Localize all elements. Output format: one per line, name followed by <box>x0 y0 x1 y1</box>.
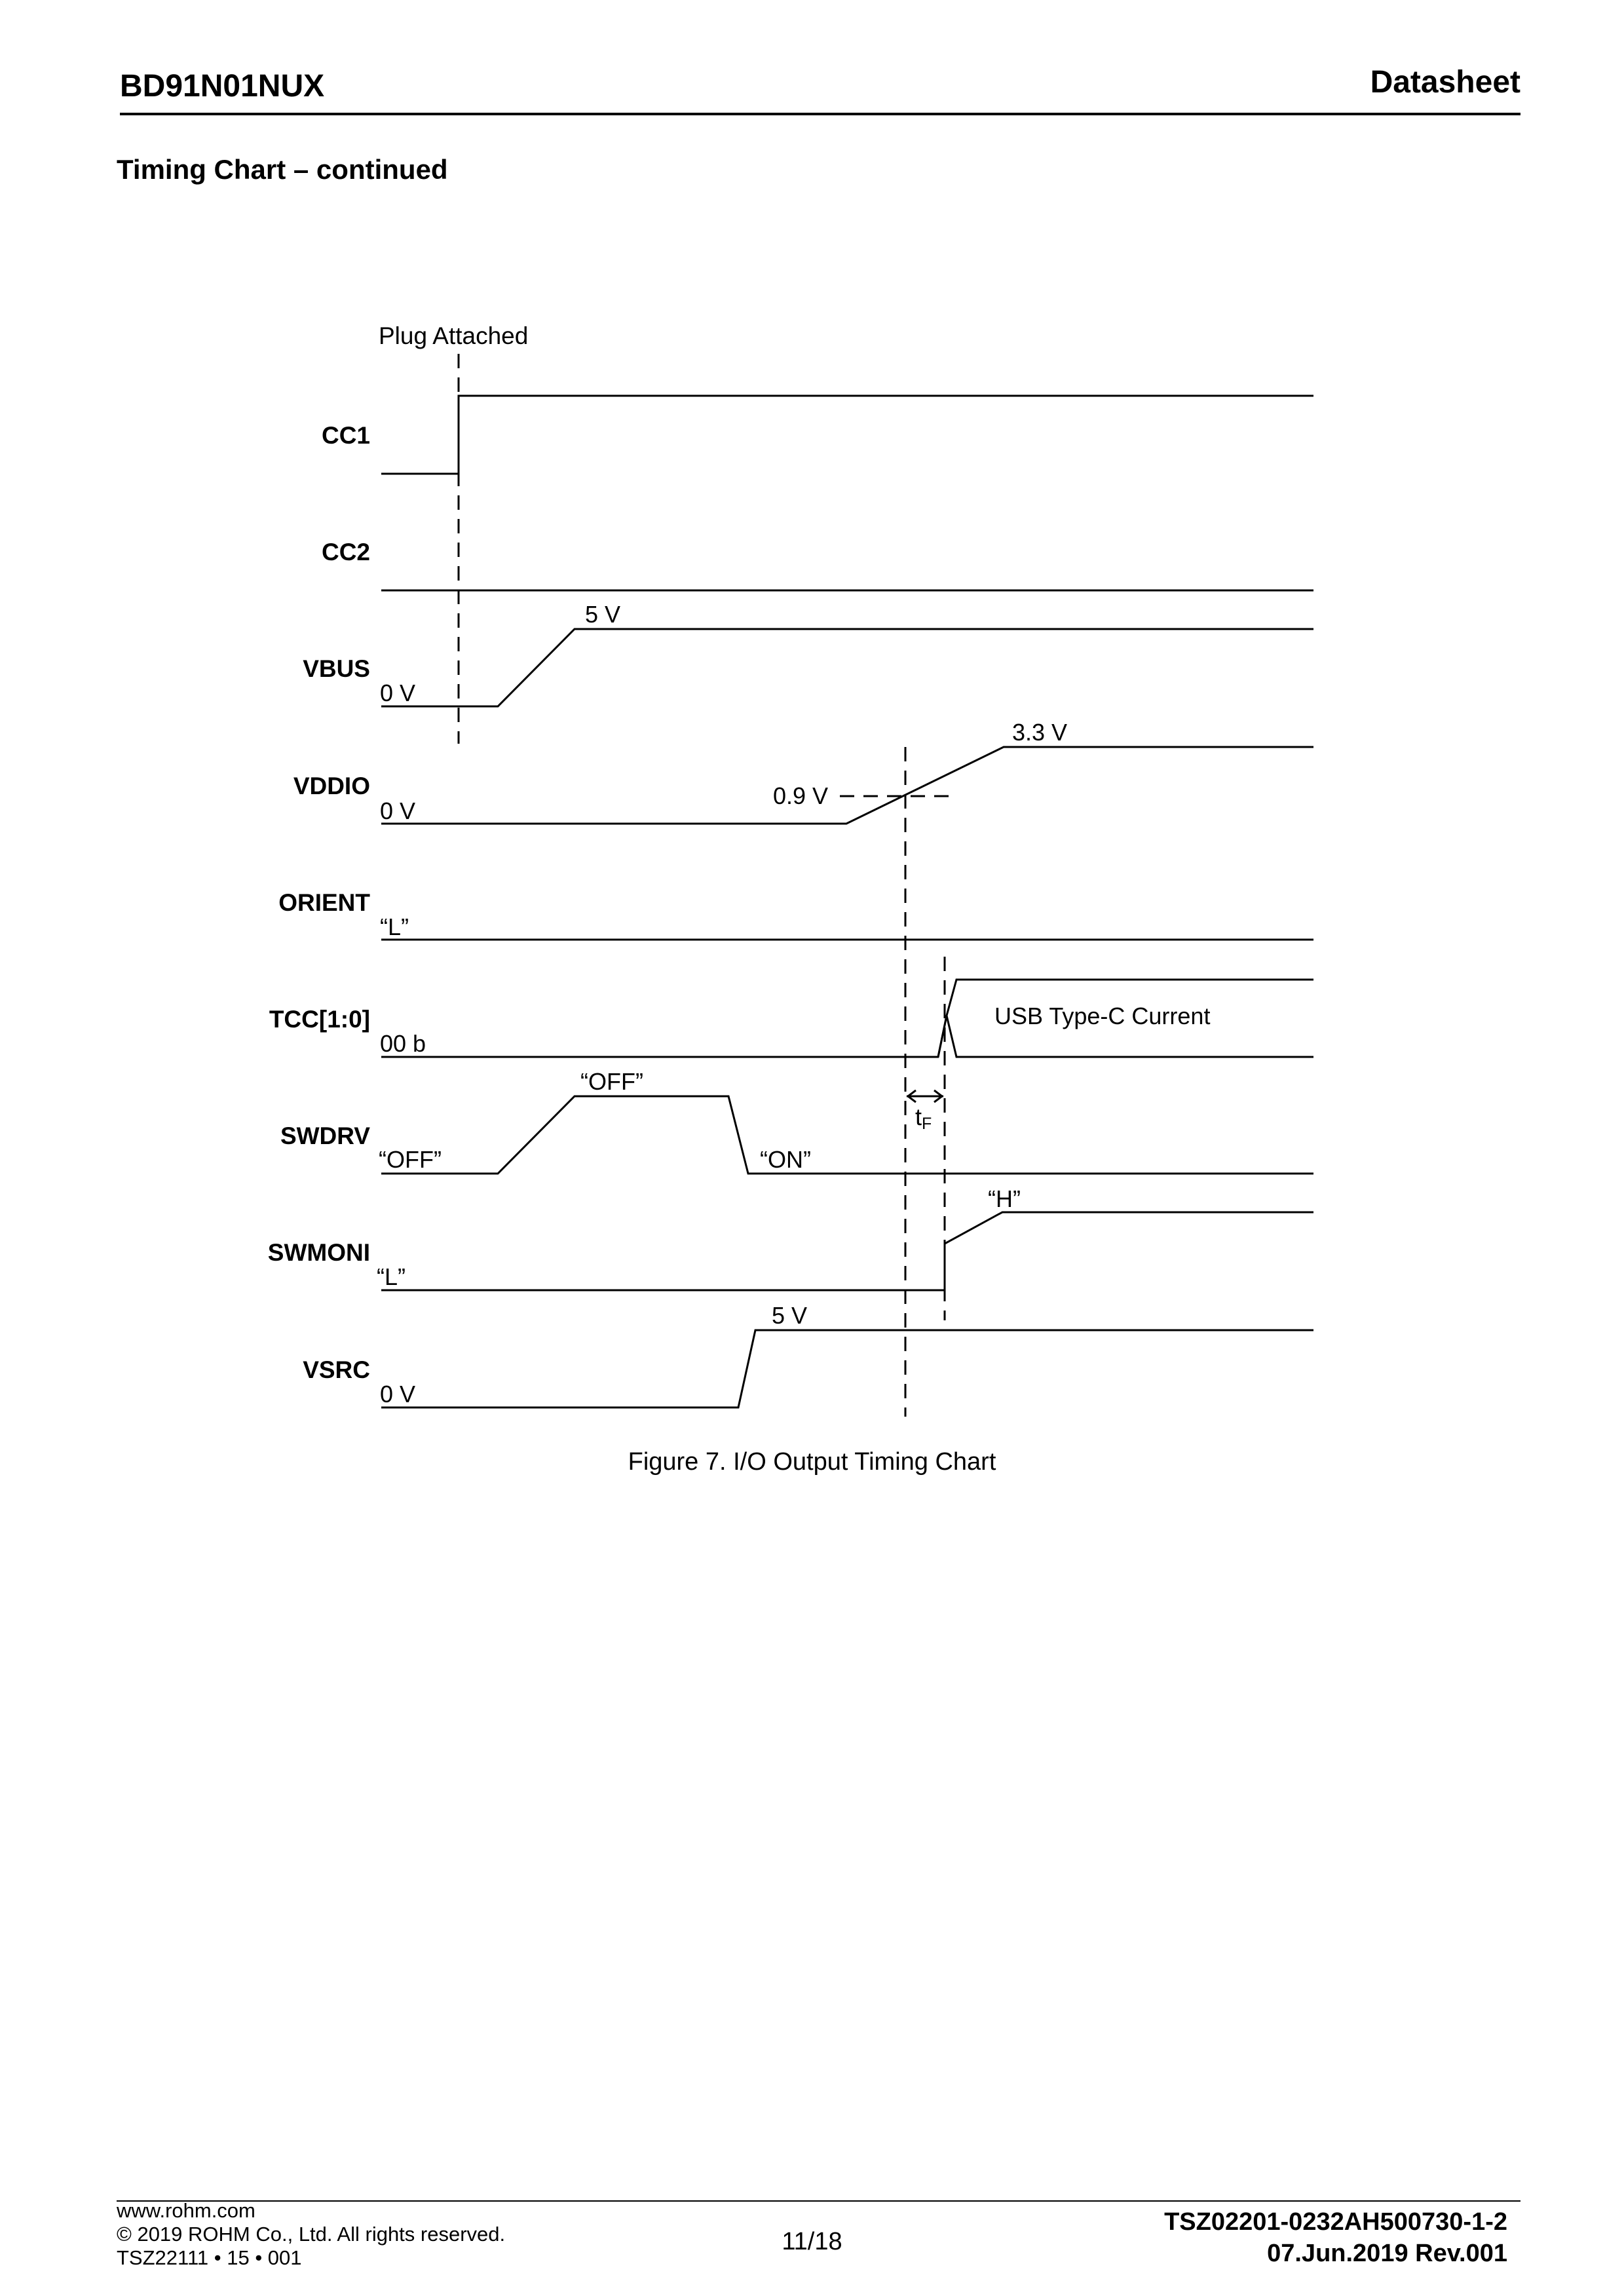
tcc-bus-label: USB Type-C Current <box>994 1003 1211 1029</box>
document-type: Datasheet <box>1370 65 1520 100</box>
figure-caption: Figure 7. I/O Output Timing Chart <box>628 1448 996 1476</box>
vddio-high-label: 3.3 V <box>1012 719 1068 746</box>
swdrv-waveform <box>381 1096 1313 1174</box>
cc1-waveform <box>381 396 1313 474</box>
document-code: BD91N01NUX <box>120 69 325 104</box>
signal-name-cc2: CC2 <box>321 539 370 565</box>
vsrc-waveform <box>381 1330 1313 1407</box>
signal-name-vddio: VDDIO <box>293 773 370 799</box>
delay-label-subscript: F <box>922 1115 932 1133</box>
signal-name-vsrc: VSRC <box>303 1356 370 1383</box>
footer-rule <box>117 2200 1520 2202</box>
vddio-low-label: 0 V <box>380 797 416 824</box>
vsrc-low-label: 0 V <box>380 1381 416 1407</box>
signal-name-orient: ORIENT <box>278 889 370 916</box>
signal-name-swmoni: SWMONI <box>267 1239 370 1266</box>
swdrv-low-label: “OFF” <box>379 1146 442 1173</box>
signal-name-cc1: CC1 <box>321 422 370 449</box>
plug-attached-label: Plug Attached <box>379 322 529 349</box>
vbus-waveform <box>381 629 1313 706</box>
tcc-low-label: 00 b <box>380 1030 426 1057</box>
swmoni-low-label: “L” <box>377 1263 406 1290</box>
vddio-threshold-label: 0.9 V <box>773 782 829 809</box>
page-number: 11/18 <box>782 2228 842 2255</box>
signal-name-swdrv: SWDRV <box>280 1122 370 1149</box>
swdrv-end-label: “ON” <box>760 1146 811 1173</box>
vddio-waveform <box>381 747 1313 824</box>
section-title: Timing Chart – continued <box>117 154 448 185</box>
vbus-low-label: 0 V <box>380 679 416 706</box>
orient-level-label: “L” <box>380 913 409 940</box>
footer-url[interactable]: www.rohm.com <box>117 2199 255 2222</box>
footer-copyright: © 2019 ROHM Co., Ltd. All rights reserved. <box>117 2223 506 2246</box>
vbus-high-label: 5 V <box>585 601 621 628</box>
vsrc-high-label: 5 V <box>772 1302 808 1329</box>
delay-label: tF <box>915 1103 932 1133</box>
signal-name-vbus: VBUS <box>303 655 370 682</box>
signal-name-tcc: TCC[1:0] <box>269 1006 370 1033</box>
footer-form-code: TSZ22111 • 15 • 001 <box>117 2246 302 2269</box>
footer-date-revision: 07.Jun.2019 Rev.001 <box>1267 2240 1507 2267</box>
swmoni-high-label: “H” <box>988 1185 1021 1212</box>
footer-document-number: TSZ02201-0232AH500730-1-2 <box>1164 2208 1507 2236</box>
swmoni-waveform <box>381 1212 1313 1290</box>
swdrv-high-label: “OFF” <box>580 1068 643 1095</box>
